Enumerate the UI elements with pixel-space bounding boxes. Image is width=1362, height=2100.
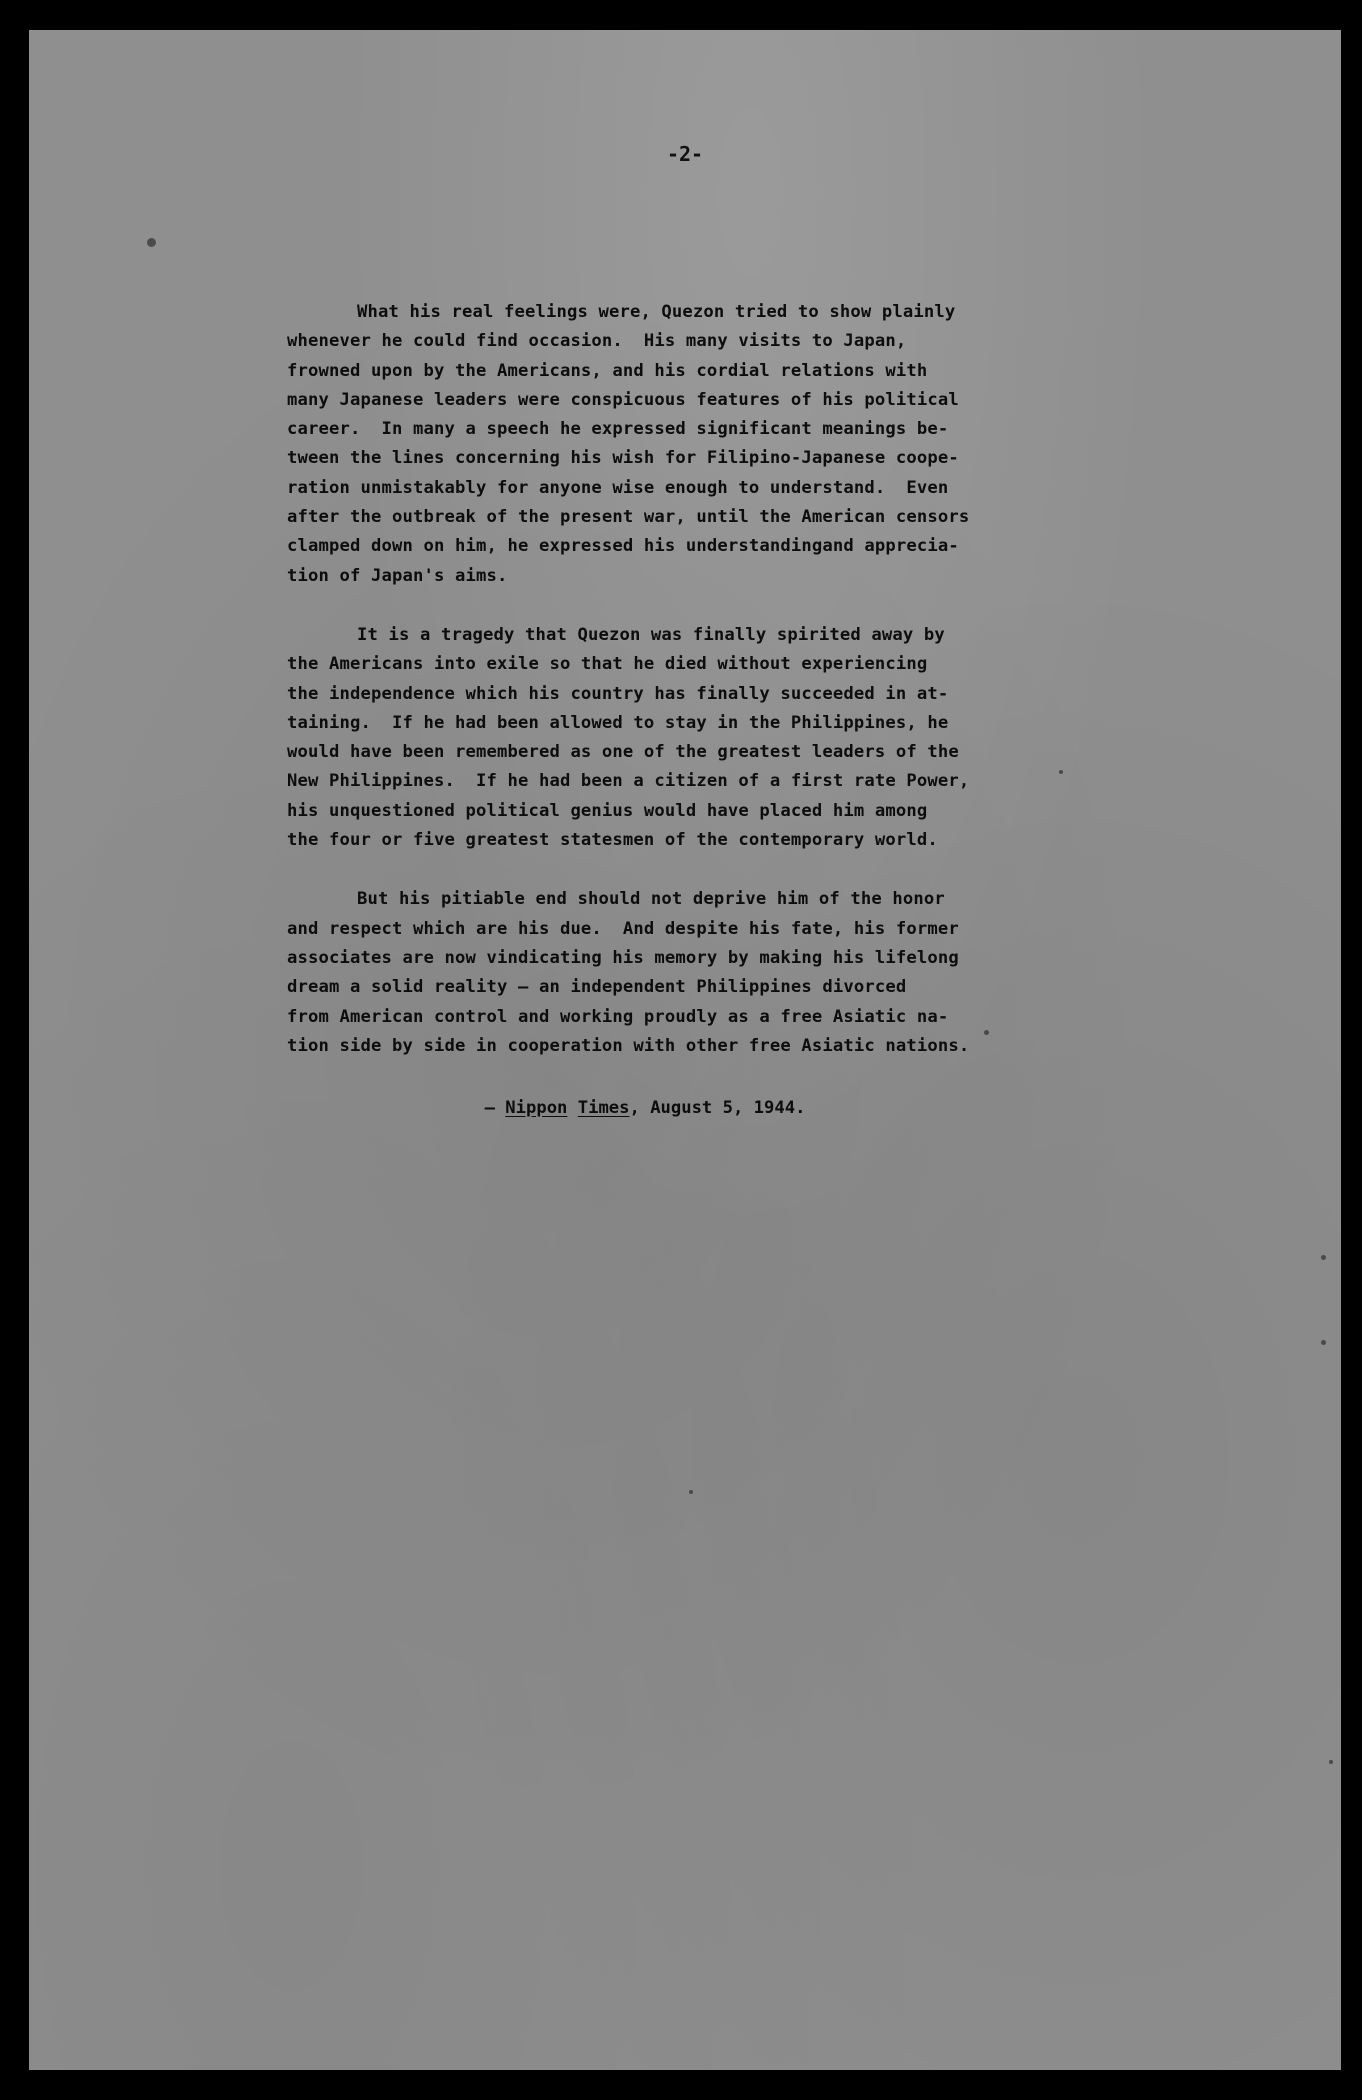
- publication-name-word-2: Times: [577, 1098, 630, 1118]
- text-line: many Japanese leaders were conspicuous features of his political: [287, 389, 959, 410]
- text-line: New Philippines. If he had been a citizen of a first rate Power,: [287, 771, 970, 792]
- citation-dash: —: [484, 1098, 495, 1118]
- text-line: the independence which his country has finally succeeded in at-: [287, 683, 949, 704]
- text-line: career. In many a speech he expressed significant meanings be-: [287, 419, 949, 440]
- paragraph-1: [287, 298, 1217, 591]
- paper-speck: [689, 1490, 693, 1494]
- text-line: ration unmistakably for anyone wise enough to understand. Even: [287, 477, 949, 498]
- paper-speck: [984, 1030, 989, 1035]
- text-line: It is a tragedy that Quezon was finally spirited away by: [357, 624, 945, 645]
- text-line: his unquestioned political genius would have placed him among: [287, 800, 928, 821]
- paper-speck: [147, 238, 156, 247]
- text-line: the Americans into exile so that he died without experiencing: [287, 654, 928, 675]
- text-line: the four or five greatest statesmen of the contemporary world.: [287, 830, 938, 851]
- text-line: from American control and working proudly as a free Asiatic na-: [287, 1006, 949, 1027]
- paragraph-3: [287, 885, 1217, 1061]
- text-line: whenever he could find occasion. His many visits to Japan,: [287, 331, 907, 352]
- page-number: -2-: [666, 142, 704, 166]
- text-line: tion side by side in cooperation with other free Asiatic nations.: [287, 1035, 970, 1056]
- text-line: associates are now vindicating his memory by making his lifelong: [287, 947, 959, 968]
- text-line: and respect which are his due. And despite his fate, his former: [287, 918, 959, 939]
- text-line: What his real feelings were, Quezon tried to show plainly: [357, 302, 956, 322]
- text-line: But his pitiable end should not deprive him of the honor: [357, 889, 945, 910]
- text-line: taining. If he had been allowed to stay in the Philippines, he: [287, 712, 949, 733]
- document-page: [29, 30, 1341, 2070]
- paper-speck: [1321, 1340, 1326, 1345]
- paper-speck: [1059, 770, 1063, 774]
- text-line: clamped down on him, he expressed his understandingand apprecia-: [287, 536, 959, 557]
- publication-date: , August 5, 1944.: [629, 1098, 806, 1118]
- text-line: frowned upon by the Americans, and his cordial relations with: [287, 360, 928, 381]
- text-line: would have been remembered as one of the greatest leaders of the: [287, 742, 959, 763]
- text-line: tween the lines concerning his wish for Filipino-Japanese coope-: [287, 448, 959, 469]
- publication-name-word-1: Nippon: [505, 1098, 568, 1118]
- body-text: [287, 298, 1217, 1091]
- text-line: after the outbreak of the present war, until the American censors: [287, 507, 970, 528]
- paper-speck: [1321, 1255, 1326, 1260]
- paper-speck: [1329, 1760, 1333, 1764]
- source-citation: [0, 1098, 1301, 1118]
- text-line: dream a solid reality — an independent Philippines divorced: [287, 977, 907, 998]
- text-line: tion of Japan's aims.: [287, 565, 508, 586]
- paragraph-2: [287, 621, 1217, 855]
